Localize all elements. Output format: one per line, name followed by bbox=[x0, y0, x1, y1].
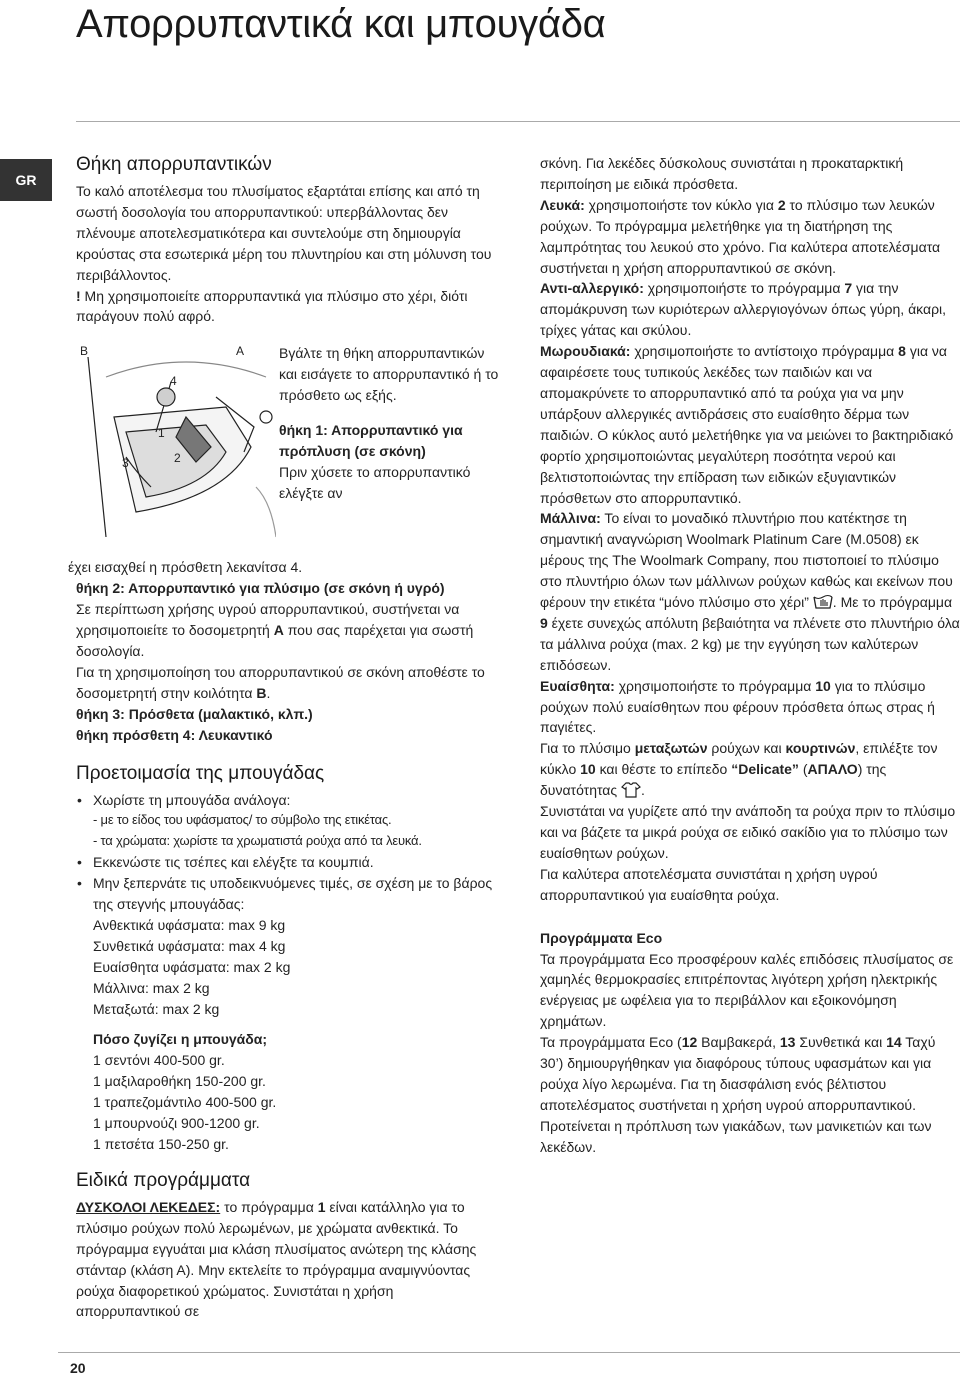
weight-line: 1 μπουρνούζι 900-1200 gr. bbox=[93, 1115, 260, 1132]
compartment-2-text: Σε περίπτωση χρήσης υγρού απορρυπαντικού, συστήνεται να χρησιμοποιείτε το δοσομετρητή A που σας παρέχεται για σωστή δοσολογία. bbox=[76, 601, 474, 659]
eco-heading: Προγράμματα Eco bbox=[540, 929, 663, 946]
eco-paragraph-2: Τα προγράμματα Eco (12 Βαμβακερά, 13 Συνθετικά και 14 Ταχύ 30’) δημιουργήθηκαν για διαφόρους τύπους υφασμάτων και για ρούχα λίγο λερωμένα. Για τη διασφάλιση ενός βέλτιστου αποτελέσματος συστήνεται η χρήση υγρού απορρυπαντικού. Προτείνεται η πρόπλυση των γιακάδων, των μανικετιών και των λεκέδων. bbox=[540, 1034, 936, 1155]
list-item: • Εκκενώστε τις τσέπες και ελέγξτε τα κουμπιά. bbox=[76, 852, 498, 873]
special-heading: Ειδικά προγράμματα bbox=[76, 1169, 251, 1191]
page-number: 20 bbox=[70, 1360, 86, 1376]
warning-mark: ! bbox=[76, 287, 81, 304]
label-a: A bbox=[236, 344, 245, 359]
hard-stains-continued: σκόνη. Για λεκέδες δύσκολους συνιστάται η προκαταρκτική περιποίηση με ειδικά πρόσθετα. bbox=[540, 155, 904, 192]
baby-text: Μωρουδιακά: χρησιμοποιήστε το αντίστοιχο πρόγραμμα 8 για να αφαιρέσετε τους τυπικούς λεκέδες των παιδιών και να απομακρύνετε το απορρυπαντικό από τα ρούχα για να μην υπάρξουν αλλεργικές αντιδράσεις στο ευαίσθητο δέρμα των παιδιών. Ο κύκλος αυτό μελετήθηκε για να μειώνει το βακτηριδιακό φορτίο χρησιμοποιώντας μεγαλύτερη ποσότητα νερού και βελτιστοποιώντας την επίδραση των ειδικών εξυγιαντικών πρόσθετων στο απορρυπαντικό. bbox=[540, 343, 954, 506]
drawer-figure-row bbox=[76, 327, 498, 557]
eco-paragraph-1: Τα προγράμματα Eco προσφέρουν καλές επιδόσεις πλυσίματος σε χαμηλές θερμοκρασίες επιτρέποντας λιγότερη χρήση ηλεκτρικής ενέργειας με ωφέλεια για το περιβάλλον και εξοικονόμηση χρημάτων. bbox=[540, 950, 954, 1030]
hard-stains-body: είναι κατάλληλο για το πλύσιμο ρούχων πολύ λερωμένων, με χρώματα ανθεκτικά. Το πρόγραμμα εγγυάται μια κλάση πλυσίματος ανώτερη της κλάσης στάνταρ (κλάση Α). Μην εκτελείτε το πρόγραμμα αναμιγνύοντας ρούχα διαφορετικού χρώματος. Συνιστάται η χρήση απορρυπαντικού σε bbox=[76, 1198, 477, 1320]
hand-wash-icon bbox=[813, 594, 833, 610]
left-column bbox=[68, 153, 499, 1322]
delicate-garment-icon bbox=[621, 782, 641, 798]
weight-line: 1 πετσέτα 150-250 gr. bbox=[93, 1136, 229, 1152]
tip-2: Για καλύτερα αποτελέσματα συνιστάται η χρήση υγρού απορρυπαντικού για ευαίσθητα ρούχα. bbox=[540, 865, 878, 903]
whites-text: Λευκά: χρησιμοποιήστε τον κύκλο για 2 το πλύσιμο των λευκών ρούχων. Το πρόγραμμα μελετήθηκε για τη διατήρηση της λαμπρότητας του λευκού στο χρόνο. Για καλύτερα αποτελέσματα συστήνεται η χρήση απορρυπαντικού σε σκόνη. bbox=[540, 196, 941, 276]
weight-line: 1 τραπεζομάντιλο 400-500 gr. bbox=[93, 1094, 277, 1111]
prep-heading: Προετοιμασία της μπουγάδας bbox=[76, 762, 325, 784]
compartment-1-text-a: Πριν χύσετε το απορρυπαντικό ελέγξτε αν bbox=[279, 463, 471, 501]
drawer-figure-text bbox=[279, 327, 499, 503]
compartment-4: θήκη πρόσθετη 4: Λευκαντικό bbox=[76, 726, 273, 743]
pull-out-text: Βγάλτε τη θήκη απορρυπαντικών και εισάγετε το απορρυπαντικό ή το πρόσθετο ως εξής. bbox=[279, 345, 499, 404]
footer-rule bbox=[58, 1352, 960, 1353]
label-b: B bbox=[80, 344, 89, 359]
weight-title: Πόσο ζυγίζει η μπουγάδα; bbox=[93, 1031, 268, 1048]
limit-line: Μάλλινα: max 2 kg bbox=[93, 979, 210, 996]
limit-line: Μεταξωτά: max 2 kg bbox=[93, 1000, 220, 1017]
tip-1: Συνιστάται να γυρίζετε από την ανάποδη τα ρούχα πριν το πλύσιμο και να βάζετε τα μικρά ρούχα σε ειδικό σακίδιο για το πλύσιμο των ευαίσθητων ρούχων. bbox=[540, 803, 956, 861]
limit-line: Συνθετικά υφάσματα: max 4 kg bbox=[93, 937, 286, 954]
compartment-3: θήκη 3: Πρόσθετα (μαλακτικό, κλπ.) bbox=[76, 705, 313, 722]
list-subitem: - με το είδος του υφάσματος/ το σύμβολο της ετικέτας. bbox=[93, 812, 392, 828]
compartment-2-powder-text: Για τη χρησιμοποίηση του απορρυπαντικού σε σκόνη αποθέστε το δοσομετρητή στην κοιλότητα B. bbox=[76, 663, 485, 701]
list-item: • Μην ξεπερνάτε τις υποδεικνυόμενες τιμές, σε σχέση με το βάρος της στεγνής μπουγάδας: Ανθεκτικά υφάσματα: max 9 kg Συνθετικά υφάσματα: max 4 kg Ευαίσθητα υφάσματα: max 2 kg Μάλλινα: max 2 kg Μεταξωτά: max 2 kg bbox=[76, 873, 498, 1019]
detergent-drawer-illustration bbox=[76, 337, 276, 547]
title-rule bbox=[76, 121, 960, 122]
label-4: 4 bbox=[170, 374, 177, 389]
page-title: Απορρυπαντικά και μπουγάδα bbox=[76, 2, 606, 46]
list-subitem: - τα χρώματα: χωρίστε τα χρωματιστά ρούχα από τα λευκά. bbox=[93, 833, 422, 849]
weight-line: 1 σεντόνι 400-500 gr. bbox=[93, 1052, 225, 1069]
language-tab: GR bbox=[0, 159, 52, 201]
hard-stains-text: ΔΥΣΚΟΛΟΙ ΛΕΚΕΔΕΣ: το πρόγραμμα 1 είναι κατάλληλο για το πλύσιμο ρούχων πολύ λερωμένων, με χρώματα ανθεκτικά. Το πρόγραμμα εγγυάται μια κλάση πλυσίματος ανώτερη της κλάσης στάνταρ (κλάση Α). Μην εκτελείτε το πρόγραμμα αναμιγνύοντας ρούχα διαφορετικού χρώματος. Συνιστάται η χρήση απορρυπαντικού σε bbox=[76, 1198, 477, 1320]
wool-text: Μάλλινα: Το είναι το μοναδικό πλυντήριο που κατέκτησε τη σημαντική αναγνώριση Woolmark Platinum Care (M.0508) εκ μέρους της The Woolmark Company, που πιστοποιεί το πλύσιμο στο πλυντήριο όλων των μάλλινων ρούχων καθώς και εκείνων που φέρουν την ετικέτα “μόνο πλύσιμο στο χέρι” . Με το πρόγραμμα 9 έχετε συνεχώς απόλυτη βεβαιότητα να πλένετε στο πλυντήριο όλα τα μάλλινα ρούχα (max. 2 kg) με την εγγύηση των καλύτερων επιδόσεων. bbox=[540, 510, 960, 673]
drawer-heading: Θήκη απορρυπαντικών bbox=[76, 154, 272, 175]
curtains-text: Για το πλύσιμο μεταξωτών ρούχων και κουρτινών, επιλέξτε τον κύκλο 10 και θέστε το επίπεδο “Delicate” (ΑΠΑΛΟ) της δυνατότητας . bbox=[540, 740, 938, 799]
label-3: 3 bbox=[122, 456, 129, 471]
right-column bbox=[540, 153, 960, 1158]
limit-line: Ευαίσθητα υφάσματα: max 2 kg bbox=[93, 958, 291, 975]
compartment-1-text-b: έχει εισαχθεί η πρόσθετη λεκανίτσα 4. bbox=[68, 559, 303, 576]
compartment-1-title: θήκη 1: Απορρυπαντικό για πρόπλυση (σε σκόνη) bbox=[279, 422, 463, 459]
drawer-warning: ! Μη χρησιμοποιείτε απορρυπαντικά για πλύσιμο στο χέρι, διότι παράγουν πολύ αφρό. bbox=[76, 287, 468, 325]
prep-list bbox=[76, 790, 498, 1020]
list-item: • Χωρίστε τη μπουγάδα ανάλογα: - με το είδος του υφάσματος/ το σύμβολο της ετικέτας. - τα χρώματα: χωρίστε τα χρωματιστά ρούχα από τα λευκά. bbox=[76, 790, 498, 853]
compartment-2-title: θήκη 2: Απορρυπαντικό για πλύσιμο (σε σκόνη ή υγρό) bbox=[76, 580, 445, 597]
label-2: 2 bbox=[174, 451, 181, 466]
allergy-text: Αντι-αλλεργικό: χρησιμοποιήστε το πρόγραμμα 7 για την απομάκρυνση των κυριότερων αλλεργιογόνων όπως γύρη, άκαρι, τρίχες γάτας και σκύλου. bbox=[540, 280, 947, 339]
weight-line: 1 μαξιλαροθήκη 150-200 gr. bbox=[93, 1073, 266, 1090]
drawer-intro: Το καλό αποτέλεσμα του πλυσίματος εξαρτάται επίσης και από τη σωστή δοσολογία του απορρυπαντικού: υπερβάλλοντας δεν πλένουμε αποτελεσματικότερα και συντελούμε στη δημιουργία κρούστας στα εσωτερικά μέρη του πλυντηρίου και στη μόλυνση του περιβάλλοντος. bbox=[76, 183, 492, 283]
label-1: 1 bbox=[158, 426, 165, 441]
limit-line: Ανθεκτικά υφάσματα: max 9 kg bbox=[93, 916, 286, 933]
delicate-text: Ευαίσθητα: χρησιμοποιήστε το πρόγραμμα 10 για το πλύσιμο ρούχων πολύ ευαίσθητων που φέρουν πρόσθετα όπως στρας ή παγιέτες. bbox=[540, 677, 935, 736]
